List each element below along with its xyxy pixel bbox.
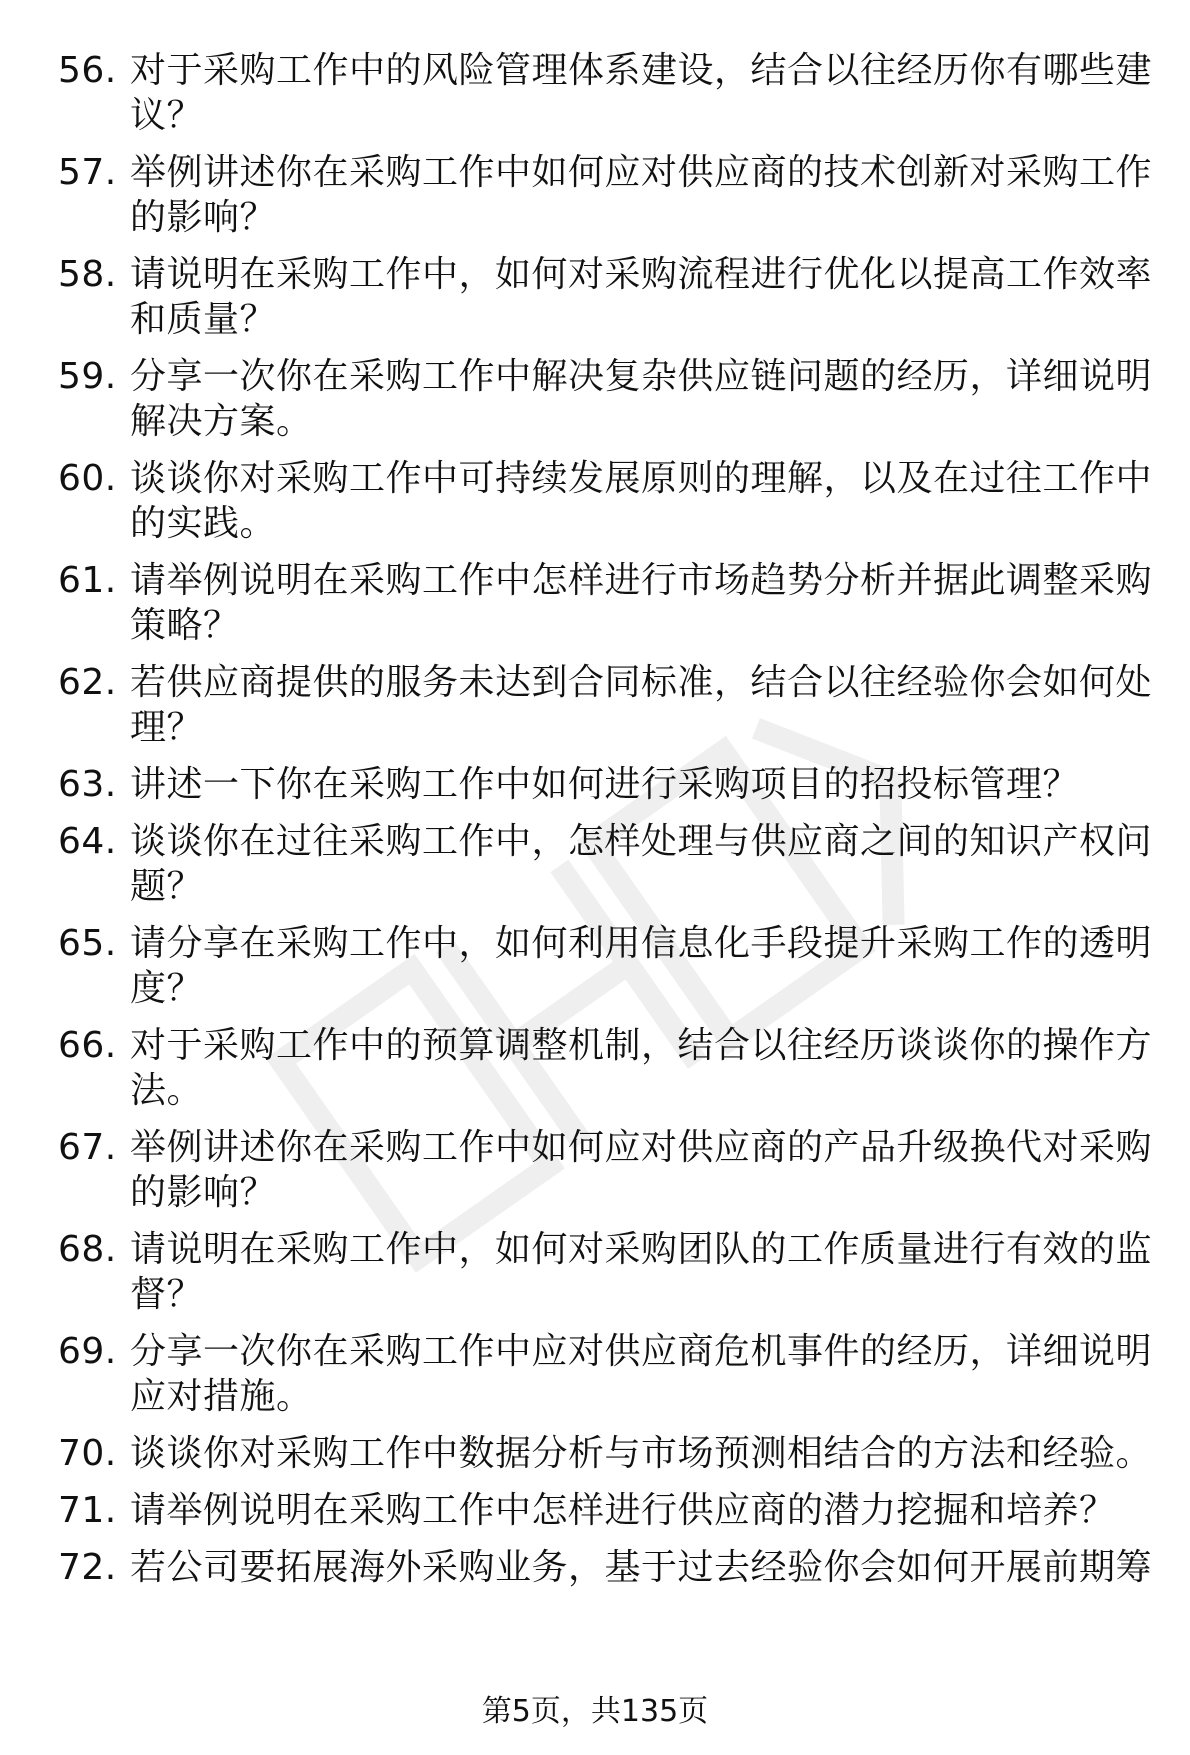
page-footer: 第5页，共135页 [481, 1694, 709, 1729]
question-text: 请举例说明在采购工作中怎样进行供应商的潜力挖掘和培养？ [130, 1490, 1116, 1531]
list-item [58, 456, 1158, 546]
question-number: 65. [58, 923, 117, 964]
question-number: 66. [58, 1025, 117, 1066]
question-text: 谈谈你对采购工作中可持续发展原则的理解，以及在过往工作中的实践。 [130, 458, 1153, 544]
question-text: 请说明在采购工作中，如何对采购团队的工作质量进行有效的监督？ [130, 1229, 1153, 1315]
list-item [58, 762, 1158, 807]
question-number: 67. [58, 1127, 117, 1168]
list-item [58, 1431, 1158, 1476]
question-number: 59. [58, 356, 117, 397]
question-number: 61. [58, 560, 117, 601]
list-item [58, 1227, 1158, 1317]
question-number: 57. [58, 152, 117, 193]
question-text: 举例讲述你在采购工作中如何应对供应商的技术创新对采购工作的影响？ [130, 152, 1153, 238]
question-number: 72. [58, 1547, 117, 1588]
question-number: 71. [58, 1490, 117, 1531]
list-item [58, 1125, 1158, 1215]
question-text: 分享一次你在采购工作中应对供应商危机事件的经历，详细说明应对措施。 [130, 1331, 1153, 1417]
list-item [58, 1488, 1158, 1533]
question-text: 请分享在采购工作中，如何利用信息化手段提升采购工作的透明度？ [130, 923, 1153, 1009]
question-number: 58. [58, 254, 117, 295]
list-item [58, 819, 1158, 909]
question-text: 请举例说明在采购工作中怎样进行市场趋势分析并据此调整采购策略？ [130, 560, 1153, 646]
question-number: 70. [58, 1433, 117, 1474]
question-text: 请说明在采购工作中，如何对采购流程进行优化以提高工作效率和质量？ [130, 254, 1153, 340]
list-item [58, 354, 1158, 444]
question-text: 对于采购工作中的预算调整机制，结合以往经历谈谈你的操作方法。 [130, 1025, 1153, 1111]
list-item [58, 1329, 1158, 1419]
question-text: 对于采购工作中的风险管理体系建设，结合以往经历你有哪些建议？ [130, 50, 1153, 136]
question-number: 62. [58, 662, 117, 703]
question-text: 谈谈你在过往采购工作中，怎样处理与供应商之间的知识产权问题？ [130, 821, 1153, 907]
question-text: 讲述一下你在采购工作中如何进行采购项目的招投标管理？ [130, 764, 1080, 805]
list-item [58, 1023, 1158, 1113]
list-item [58, 1545, 1158, 1590]
question-number: 63. [58, 764, 117, 805]
list-item [58, 252, 1158, 342]
question-number: 56. [58, 50, 117, 91]
list-item [58, 660, 1158, 750]
question-number: 60. [58, 458, 117, 499]
question-text: 若供应商提供的服务未达到合同标准，结合以往经验你会如何处理？ [130, 662, 1153, 748]
question-number: 69. [58, 1331, 117, 1372]
list-item [58, 48, 1158, 138]
question-number: 64. [58, 821, 117, 862]
list-item [58, 558, 1158, 648]
question-list [58, 48, 1158, 1602]
list-item [58, 921, 1158, 1011]
question-text: 分享一次你在采购工作中解决复杂供应链问题的经历，详细说明解决方案。 [130, 356, 1153, 442]
question-text: 谈谈你对采购工作中数据分析与市场预测相结合的方法和经验。 [130, 1433, 1153, 1474]
question-number: 68. [58, 1229, 117, 1270]
question-text: 若公司要拓展海外采购业务，基于过去经验你会如何开展前期筹 [130, 1547, 1153, 1588]
list-item [58, 150, 1158, 240]
question-text: 举例讲述你在采购工作中如何应对供应商的产品升级换代对采购的影响？ [130, 1127, 1153, 1213]
